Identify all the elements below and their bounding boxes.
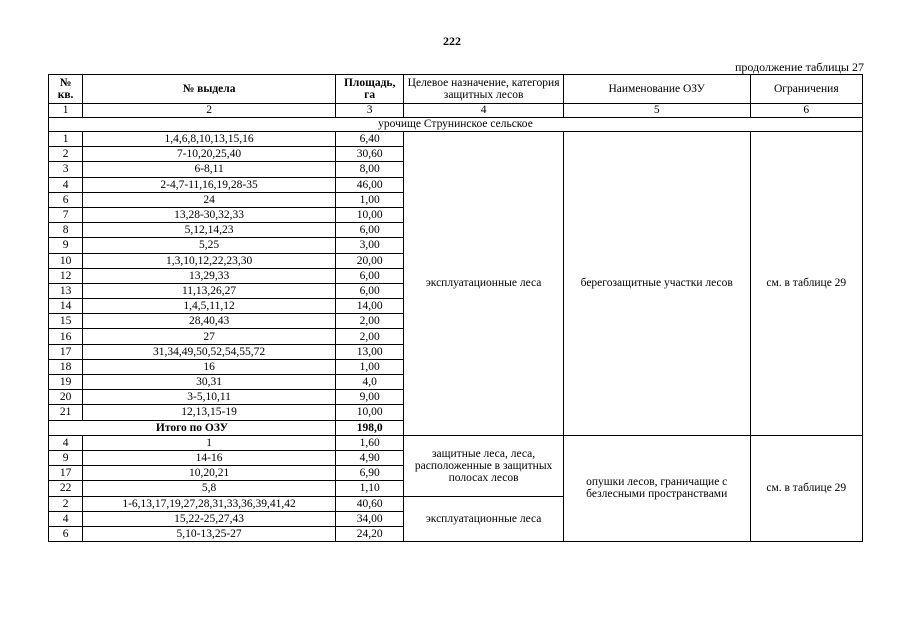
area-cell: 24,20 <box>336 526 404 541</box>
area-cell: 30,60 <box>336 147 404 162</box>
header-restrictions: Ограничения <box>750 75 862 104</box>
area-cell: 34,00 <box>336 511 404 526</box>
kv-cell: 21 <box>49 405 83 420</box>
area-cell: 6,40 <box>336 132 404 147</box>
column-number: 3 <box>336 104 404 118</box>
area-cell: 9,00 <box>336 390 404 405</box>
header-vydel: № выдела <box>83 75 336 104</box>
header-ozu-name: Наименование ОЗУ <box>563 75 750 104</box>
area-cell: 10,00 <box>336 405 404 420</box>
vydel-cell: 30,31 <box>83 375 336 390</box>
column-number: 5 <box>563 104 750 118</box>
vydel-cell: 12,13,15-19 <box>83 405 336 420</box>
kv-cell: 17 <box>49 466 83 481</box>
kv-cell: 18 <box>49 359 83 374</box>
area-cell: 2,00 <box>336 314 404 329</box>
vydel-cell: 5,10-13,25-27 <box>83 526 336 541</box>
area-cell: 4,0 <box>336 375 404 390</box>
vydel-cell: 5,12,14,23 <box>83 223 336 238</box>
table-row <box>49 132 863 147</box>
kv-cell: 10 <box>49 253 83 268</box>
purpose-cell: эксплуатационные леса <box>404 496 564 542</box>
restrictions-cell: см. в таблице 29 <box>750 132 862 436</box>
column-number: 4 <box>404 104 564 118</box>
page-number: 222 <box>443 34 461 48</box>
area-cell: 6,00 <box>336 223 404 238</box>
kv-cell: 1 <box>49 132 83 147</box>
vydel-cell: 1,4,5,11,12 <box>83 299 336 314</box>
total-label: Итого по ОЗУ <box>49 420 336 435</box>
area-cell: 6,90 <box>336 466 404 481</box>
area-cell: 1,60 <box>336 435 404 450</box>
kv-cell: 12 <box>49 268 83 283</box>
vydel-cell: 1 <box>83 435 336 450</box>
kv-cell: 17 <box>49 344 83 359</box>
area-cell: 13,00 <box>336 344 404 359</box>
continuation-label: продолжение таблицы 27 <box>734 60 864 74</box>
vydel-cell: 1-6,13,17,19,27,28,31,33,36,39,41,42 <box>83 496 336 511</box>
area-cell: 6,00 <box>336 283 404 298</box>
vydel-cell: 13,28-30,32,33 <box>83 207 336 222</box>
vydel-cell: 15,22-25,27,43 <box>83 511 336 526</box>
kv-cell: 14 <box>49 299 83 314</box>
kv-cell: 20 <box>49 390 83 405</box>
vydel-cell: 13,29,33 <box>83 268 336 283</box>
section-title: урочище Струнинское сельское <box>49 118 863 132</box>
vydel-cell: 11,13,26,27 <box>83 283 336 298</box>
kv-cell: 19 <box>49 375 83 390</box>
area-cell: 20,00 <box>336 253 404 268</box>
area-cell: 1,00 <box>336 192 404 207</box>
area-cell: 1,10 <box>336 481 404 496</box>
column-number: 6 <box>750 104 862 118</box>
header-area: Площадь, га <box>336 75 404 104</box>
header-kv: № кв. <box>49 75 83 104</box>
purpose-cell: эксплуатационные леса <box>404 132 564 436</box>
column-number: 1 <box>49 104 83 118</box>
vydel-cell: 31,34,49,50,52,54,55,72 <box>83 344 336 359</box>
ozu-name-cell: берегозащитные участки лесов <box>563 132 750 436</box>
forest-table <box>48 74 863 542</box>
section-row <box>49 118 863 132</box>
kv-cell: 13 <box>49 283 83 298</box>
area-cell: 40,60 <box>336 496 404 511</box>
kv-cell: 2 <box>49 496 83 511</box>
vydel-cell: 1,4,6,8,10,13,15,16 <box>83 132 336 147</box>
area-cell: 3,00 <box>336 238 404 253</box>
kv-cell: 4 <box>49 177 83 192</box>
column-number: 2 <box>83 104 336 118</box>
kv-cell: 4 <box>49 435 83 450</box>
kv-cell: 7 <box>49 207 83 222</box>
kv-cell: 3 <box>49 162 83 177</box>
vydel-cell: 3-5,10,11 <box>83 390 336 405</box>
kv-cell: 9 <box>49 238 83 253</box>
area-cell: 4,90 <box>336 450 404 465</box>
kv-cell: 6 <box>49 192 83 207</box>
kv-cell: 6 <box>49 526 83 541</box>
kv-cell: 9 <box>49 450 83 465</box>
area-cell: 46,00 <box>336 177 404 192</box>
vydel-cell: 2-4,7-11,16,19,28-35 <box>83 177 336 192</box>
vydel-cell: 7-10,20,25,40 <box>83 147 336 162</box>
kv-cell: 15 <box>49 314 83 329</box>
area-cell: 8,00 <box>336 162 404 177</box>
vydel-cell: 10,20,21 <box>83 466 336 481</box>
column-number-row <box>49 104 863 118</box>
total-area: 198,0 <box>336 420 404 435</box>
kv-cell: 8 <box>49 223 83 238</box>
vydel-cell: 24 <box>83 192 336 207</box>
area-cell: 2,00 <box>336 329 404 344</box>
vydel-cell: 14-16 <box>83 450 336 465</box>
vydel-cell: 5,25 <box>83 238 336 253</box>
vydel-cell: 16 <box>83 359 336 374</box>
header-row <box>49 75 863 104</box>
area-cell: 14,00 <box>336 299 404 314</box>
kv-cell: 16 <box>49 329 83 344</box>
vydel-cell: 27 <box>83 329 336 344</box>
ozu-name-cell: опушки лесов, граничащие с безлесными пространствами <box>563 435 750 541</box>
purpose-cell: защитные леса, леса, расположенные в защитных полосах лесов <box>404 435 564 496</box>
table-row <box>49 435 863 450</box>
vydel-cell: 28,40,43 <box>83 314 336 329</box>
kv-cell: 4 <box>49 511 83 526</box>
kv-cell: 22 <box>49 481 83 496</box>
area-cell: 1,00 <box>336 359 404 374</box>
restrictions-cell: см. в таблице 29 <box>750 435 862 541</box>
vydel-cell: 6-8,11 <box>83 162 336 177</box>
area-cell: 6,00 <box>336 268 404 283</box>
header-purpose: Целевое назначение, категория защитных лесов <box>404 75 564 104</box>
area-cell: 10,00 <box>336 207 404 222</box>
vydel-cell: 1,3,10,12,22,23,30 <box>83 253 336 268</box>
kv-cell: 2 <box>49 147 83 162</box>
vydel-cell: 5,8 <box>83 481 336 496</box>
